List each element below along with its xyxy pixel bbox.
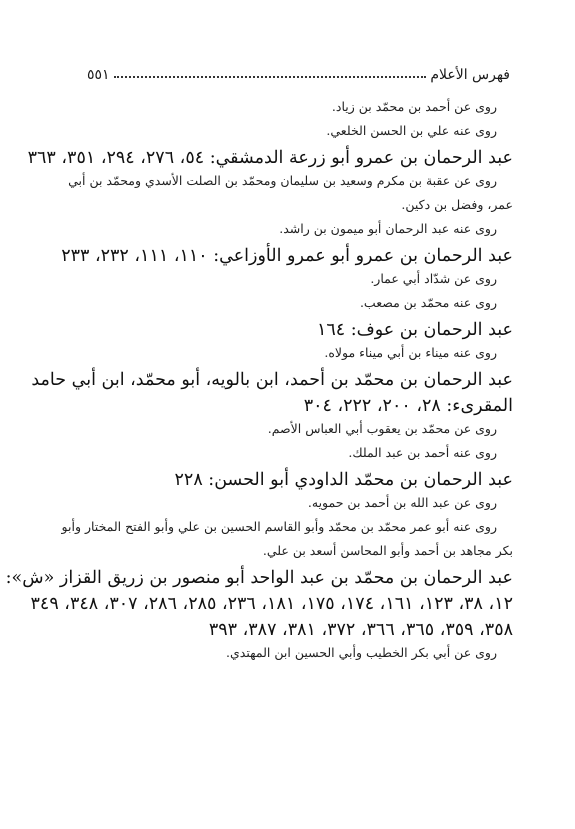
index-entry-heading: عبد الرحمان بن محمّد بن أحمد، ابن بالويه، أبو محمّد، ابن أبي حامد [31,370,513,390]
narration-line: روى عنه علي بن الحسن الخلعي. [326,123,497,138]
running-title: فهرس الأعلام [430,67,510,83]
narration-line: روى عن أبي بكر الخطيب وأبي الحسين ابن المهتدي. [226,645,497,660]
index-entry-heading-continued: المقرىء: ٢٨، ٢٠٠، ٢٢٢، ٣٠٤ [303,396,513,416]
index-entry-heading: عبد الرحمان بن عمرو أبو عمرو الأوزاعي: ١١٠، ١١١، ٢٣٢، ٢٣٣ [61,246,513,266]
narration-line: روى عنه أبو عمر محمّد بن محمّد وأبو القاسم الحسين بن علي وأبو الفتح المختار وأبو [61,519,497,534]
narration-line-continued: بكر مجاهد بن أحمد وأبو المحاسن أسعد بن علي. [262,543,513,558]
page-number: ٥٥١ [87,67,110,83]
narration-line: روى عن محمّد بن يعقوب أبي العباس الأصم. [267,421,497,436]
index-entry-heading-continued: ١٢، ٣٨، ١٢٣، ١٦١، ١٧٤، ١٧٥، ١٨١، ٢٣٦، ٢٨٥، ٢٨٦، ٣٠٧، ٣٤٨، ٣٤٩ [30,594,513,614]
narration-line: روى عن أحمد بن محمّد بن زياد. [331,99,497,114]
narration-line: روى عنه ميناء بن أبي ميناء مولاه. [324,345,497,360]
narration-line: روى عن عبد الله بن أحمد بن حمويه. [307,495,497,510]
narration-line: روى عنه أحمد بن عبد الملك. [348,445,497,460]
index-entries [5,98,513,668]
page-header [87,64,510,86]
index-entry-heading: عبد الرحمان بن عوف: ١٦٤ [316,320,513,340]
index-entry-heading: عبد الرحمان بن عمرو أبو زرعة الدمشقي: ٥٤، ٢٧٦، ٢٩٤، ٣٥١، ٣٦٣ [27,148,513,168]
narration-line: روى عنه عبد الرحمان أبو ميمون بن راشد. [279,221,497,236]
index-entry-heading: عبد الرحمان بن محمّد الداودي أبو الحسن: ٢٢٨ [174,470,513,490]
narration-line: روى عن عقبة بن مكرم وسعيد بن سليمان ومحمّد بن الصلت الأسدي ومحمّد بن أبي [68,173,497,188]
index-entry-heading-continued: ٣٥٨، ٣٥٩، ٣٦٥، ٣٦٦، ٣٧٢، ٣٨١، ٣٨٧، ٣٩٣ [208,620,513,640]
index-entry-heading: عبد الرحمان بن محمّد بن عبد الواحد أبو منصور بن زريق القزاز «ش»: [5,568,513,588]
narration-line: روى عن شدّاد أبي عمار. [370,271,497,286]
narration-line-continued: عمر، وفضل بن دكين. [401,197,513,212]
leader-dots [114,68,427,78]
narration-line: روى عنه محمّد بن مصعب. [359,295,497,310]
